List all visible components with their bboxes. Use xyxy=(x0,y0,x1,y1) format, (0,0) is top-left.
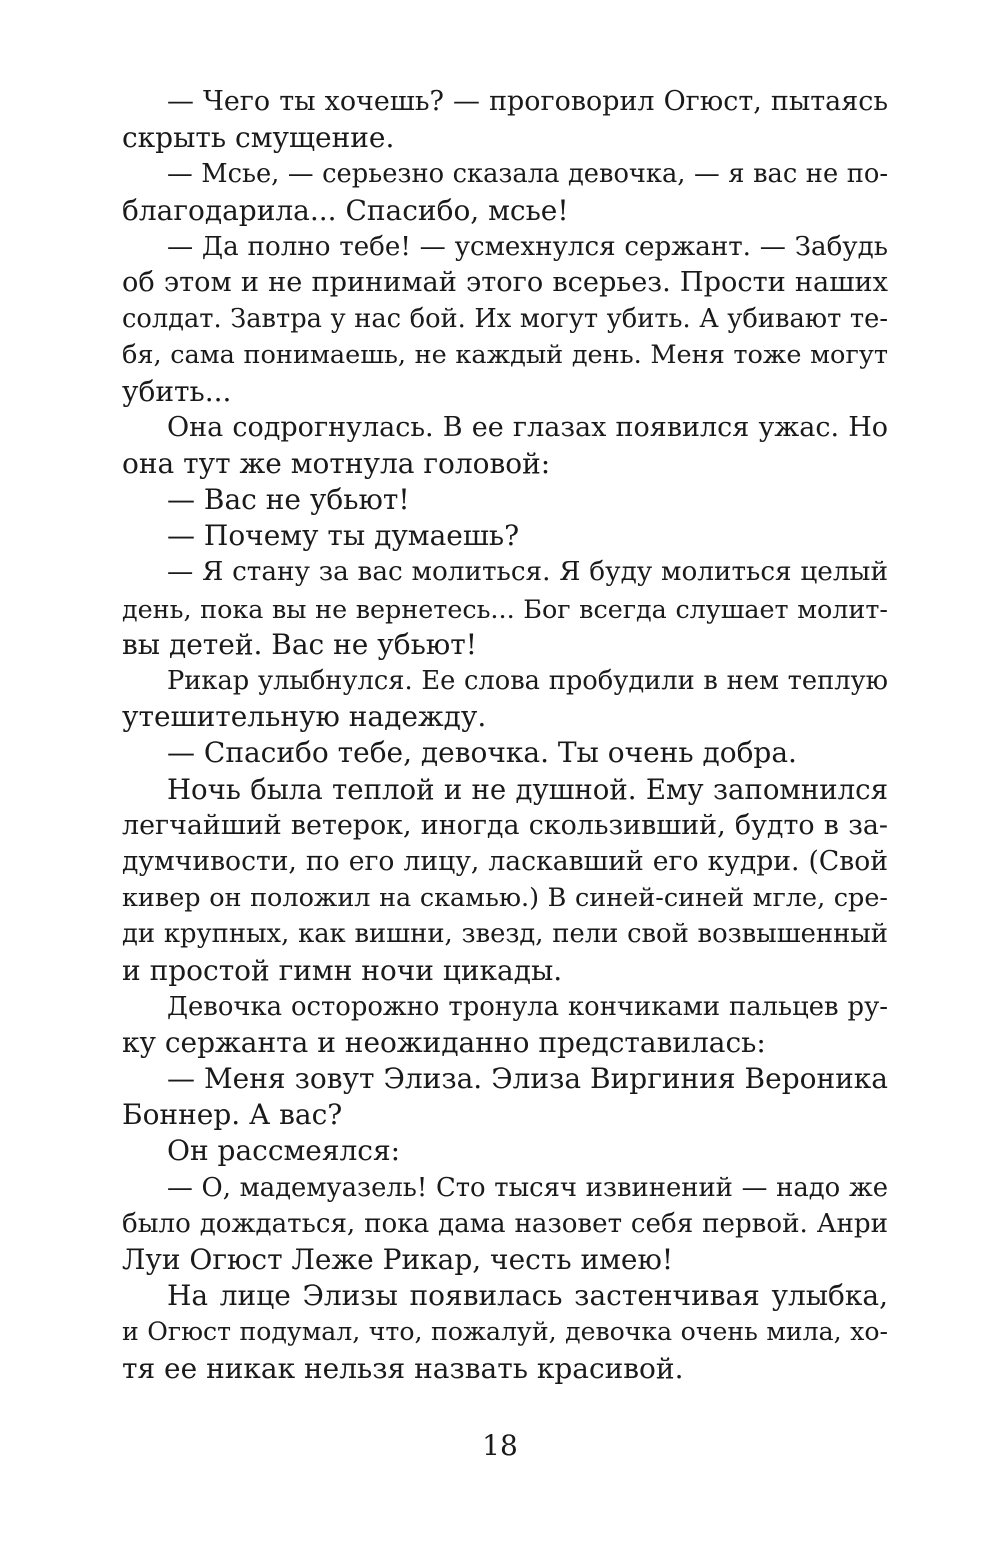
text-line: Она содрогнулась. В ее глазах появился ужас. Но xyxy=(167,411,888,443)
page-number: 18 xyxy=(482,1429,518,1462)
text-line: — Да полно тебе! — усмехнулся сержант. — Забудь xyxy=(167,231,888,262)
text-line: Луи Огюст Леже Рикар, честь имею! xyxy=(122,1243,674,1276)
text-line: об этом и не принимай этого всерьез. Прости наших xyxy=(122,266,888,298)
text-line: — Почему ты думаешь? xyxy=(167,519,520,553)
text-line: благодарила... Спасибо, мсье! xyxy=(122,193,569,227)
text-line: день, пока вы не вернетесь... Бог всегда слушает молит- xyxy=(122,593,888,624)
text-line: — Вас не убьют! xyxy=(167,483,410,517)
text-line: На лице Элизы появилась застенчивая улыбка, xyxy=(167,1279,888,1313)
text-line: и Огюст подумал, что, пожалуй, девочка очень мила, хо- xyxy=(122,1317,888,1347)
text-line: — Мсье, — серьезно сказала девочка, — я вас не по- xyxy=(167,159,888,190)
text-line: Боннер. А вас? xyxy=(122,1098,343,1132)
text-line: Он рассмеялся: xyxy=(167,1134,401,1168)
text-line: легчайший ветерок, иногда скользивший, будто в за- xyxy=(122,809,888,841)
text-line: солдат. Завтра у нас бой. Их могут убить. А убивают те- xyxy=(122,304,888,335)
text-line: ку сержанта и неожиданно представилась: xyxy=(122,1025,766,1059)
text-line: — Я стану за вас молиться. Я буду молиться целый xyxy=(167,557,888,588)
text-line: Рикар улыбнулся. Ее слова пробудили в нем теплую xyxy=(167,666,888,696)
text-line: кивер он положил на скамью.) В синей-синей мгле, сре- xyxy=(122,883,888,914)
text-line: — О, мадемуазель! Сто тысяч извинений — надо же xyxy=(167,1172,888,1203)
text-line: — Меня зовут Элиза. Элиза Виргиния Вероника xyxy=(167,1062,888,1096)
text-line: — Спасибо тебе, девочка. Ты очень добра. xyxy=(167,736,797,770)
text-line: — Чего ты хочешь? — проговорил Огюст, пытаясь xyxy=(167,86,888,117)
text-line: утешительную надежду. xyxy=(122,700,487,734)
text-line: и простой гимн ночи цикады. xyxy=(122,953,563,987)
text-line: думчивости, по его лицу, ласкавший его кудри. (Свой xyxy=(122,845,888,877)
text-line: тя ее никак нельзя назвать красивой. xyxy=(122,1351,684,1385)
page-text-block xyxy=(122,84,888,1387)
text-line: она тут же мотнула головой: xyxy=(122,446,551,480)
text-line: ди крупных, как вишни, звезд, пели свой возвышенный xyxy=(122,919,888,950)
text-line: Девочка осторожно тронула кончиками пальцев ру- xyxy=(167,991,888,1022)
text-line: вы детей. Вас не убьют! xyxy=(122,627,477,661)
text-line: скрыть смущение. xyxy=(122,121,395,155)
text-line: бя, сама понимаешь, не каждый день. Меня тоже могут xyxy=(122,340,888,371)
text-line: убить... xyxy=(122,374,232,408)
text-line: было дождаться, пока дама назовет себя первой. Анри xyxy=(122,1208,888,1239)
text-line: Ночь была теплой и не душной. Ему запомнился xyxy=(167,772,888,806)
